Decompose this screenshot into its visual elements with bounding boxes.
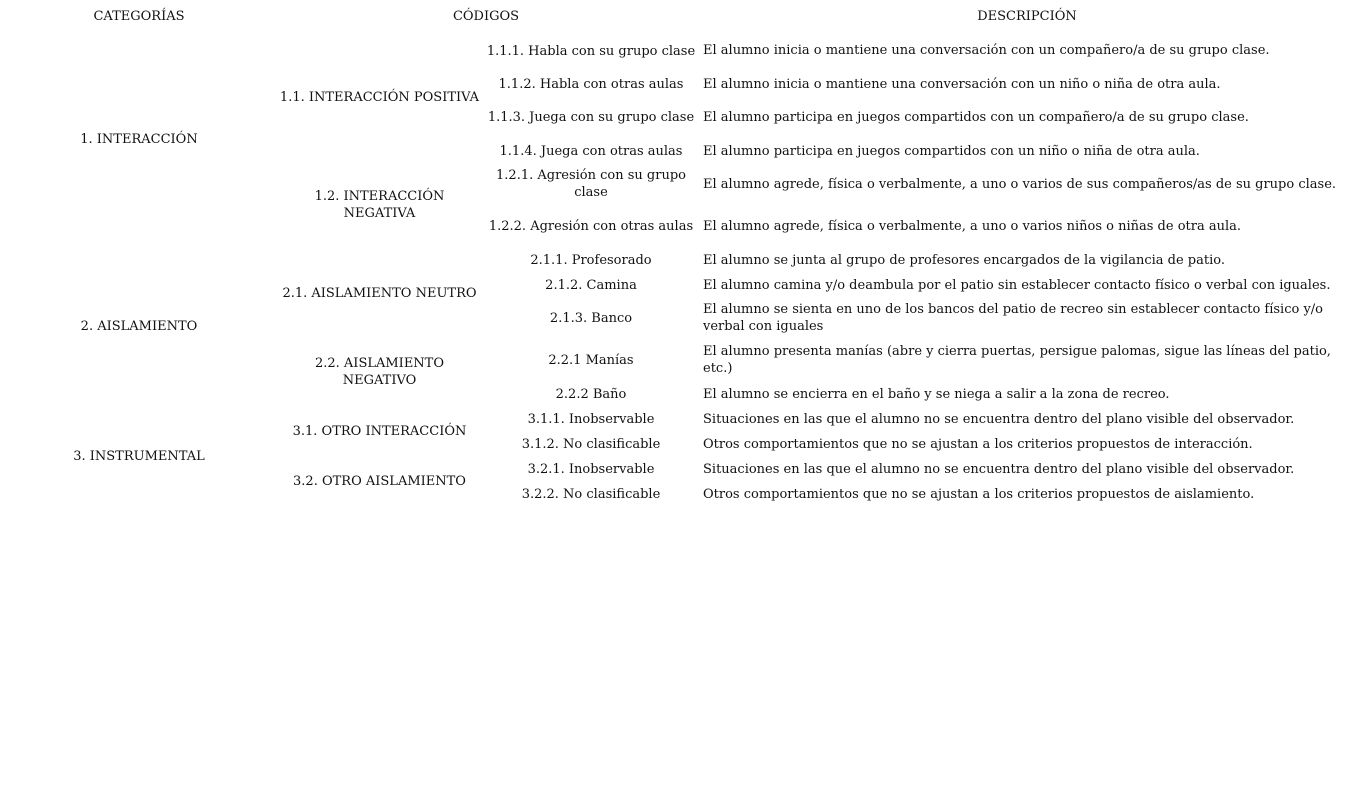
code-cell: 3.1.1. Inobservable <box>527 411 655 427</box>
description-cell: Situaciones en las que el alumno no se encuentra dentro del plano visible del observador. <box>703 411 1295 427</box>
description-cell: El alumno presenta manías (abre y cierra puertas, persigue palomas, sigue las líneas del patio, etc.) <box>703 344 1331 376</box>
subcategory-aislamiento-neutro: 2.1. AISLAMIENTO NEUTRO <box>282 285 477 301</box>
code-cell: 3.2.1. Inobservable <box>527 461 655 477</box>
description-cell: El alumno participa en juegos compartidos con un niño o niña de otra aula. <box>703 143 1200 159</box>
header-descripcion: DESCRIPCIÓN <box>977 9 1077 24</box>
code-cell: 2.1.2. Camina <box>545 277 637 293</box>
code-cell: 2.2.1 Manías <box>548 352 634 368</box>
code-cell: 1.1.1. Habla con su grupo clase <box>486 43 696 59</box>
description-cell: El alumno agrede, física o verbalmente, a uno o varios de sus compañeros/as de su grupo clase. <box>703 176 1337 192</box>
description-cell: El alumno inicia o mantiene una conversación con un niño o niña de otra aula. <box>703 76 1221 92</box>
category-instrumental: 3. INSTRUMENTAL <box>73 448 205 464</box>
subcategory-interaccion-positiva: 1.1. INTERACCIÓN POSITIVA <box>279 89 480 105</box>
code-cell: 1.1.3. Juega con su grupo clase <box>487 109 695 125</box>
subcategory-otro-interaccion: 3.1. OTRO INTERACCIÓN <box>292 423 467 439</box>
description-cell: El alumno inicia o mantiene una conversación con un compañero/a de su grupo clase. <box>703 42 1270 58</box>
code-cell: 3.2.2. No clasificable <box>521 486 661 502</box>
code-cell: 2.2.2 Baño <box>555 386 627 402</box>
description-cell: El alumno se sienta en uno de los bancos del patio de recreo sin establecer contacto físico y/o verbal con iguales <box>703 302 1324 334</box>
subcategory-otro-aislamiento: 3.2. OTRO AISLAMIENTO <box>293 473 466 489</box>
code-cell: 1.2.2. Agresión con otras aulas <box>488 218 694 234</box>
description-cell: El alumno se junta al grupo de profesores encargados de la vigilancia de patio. <box>703 252 1225 268</box>
code-cell: 1.2.1. Agresión con su grupo clase <box>496 168 686 200</box>
description-cell: Situaciones en las que el alumno no se encuentra dentro del plano visible del observador. <box>703 461 1295 477</box>
description-cell: El alumno participa en juegos compartidos con un compañero/a de su grupo clase. <box>703 109 1249 125</box>
description-cell: Otros comportamientos que no se ajustan a los criterios propuestos de aislamiento. <box>703 486 1255 502</box>
description-cell: El alumno agrede, física o verbalmente, a uno o varios niños o niñas de otra aula. <box>703 218 1242 234</box>
header-codigos: CÓDIGOS <box>452 9 520 24</box>
code-cell: 3.1.2. No clasificable <box>521 436 661 452</box>
code-cell: 1.1.2. Habla con otras aulas <box>498 76 684 92</box>
subcategory-interaccion-negativa: 1.2. INTERACCIÓN NEGATIVA <box>314 189 445 221</box>
category-interaccion: 1. INTERACCIÓN <box>80 131 198 147</box>
description-cell: Otros comportamientos que no se ajustan a los criterios propuestos de interacción. <box>703 436 1253 452</box>
code-cell: 2.1.1. Profesorado <box>530 252 652 268</box>
description-cell: El alumno camina y/o deambula por el patio sin establecer contacto físico o verbal con iguales. <box>703 277 1331 293</box>
header-categorias: CATEGORÍAS <box>93 9 185 24</box>
code-cell: 2.1.3. Banco <box>549 310 633 326</box>
code-cell: 1.1.4. Juega con otras aulas <box>499 143 683 159</box>
subcategory-aislamiento-negativo: 2.2. AISLAMIENTO NEGATIVO <box>314 356 445 388</box>
description-cell: El alumno se encierra en el baño y se niega a salir a la zona de recreo. <box>703 386 1170 402</box>
category-aislamiento: 2. AISLAMIENTO <box>80 318 198 334</box>
